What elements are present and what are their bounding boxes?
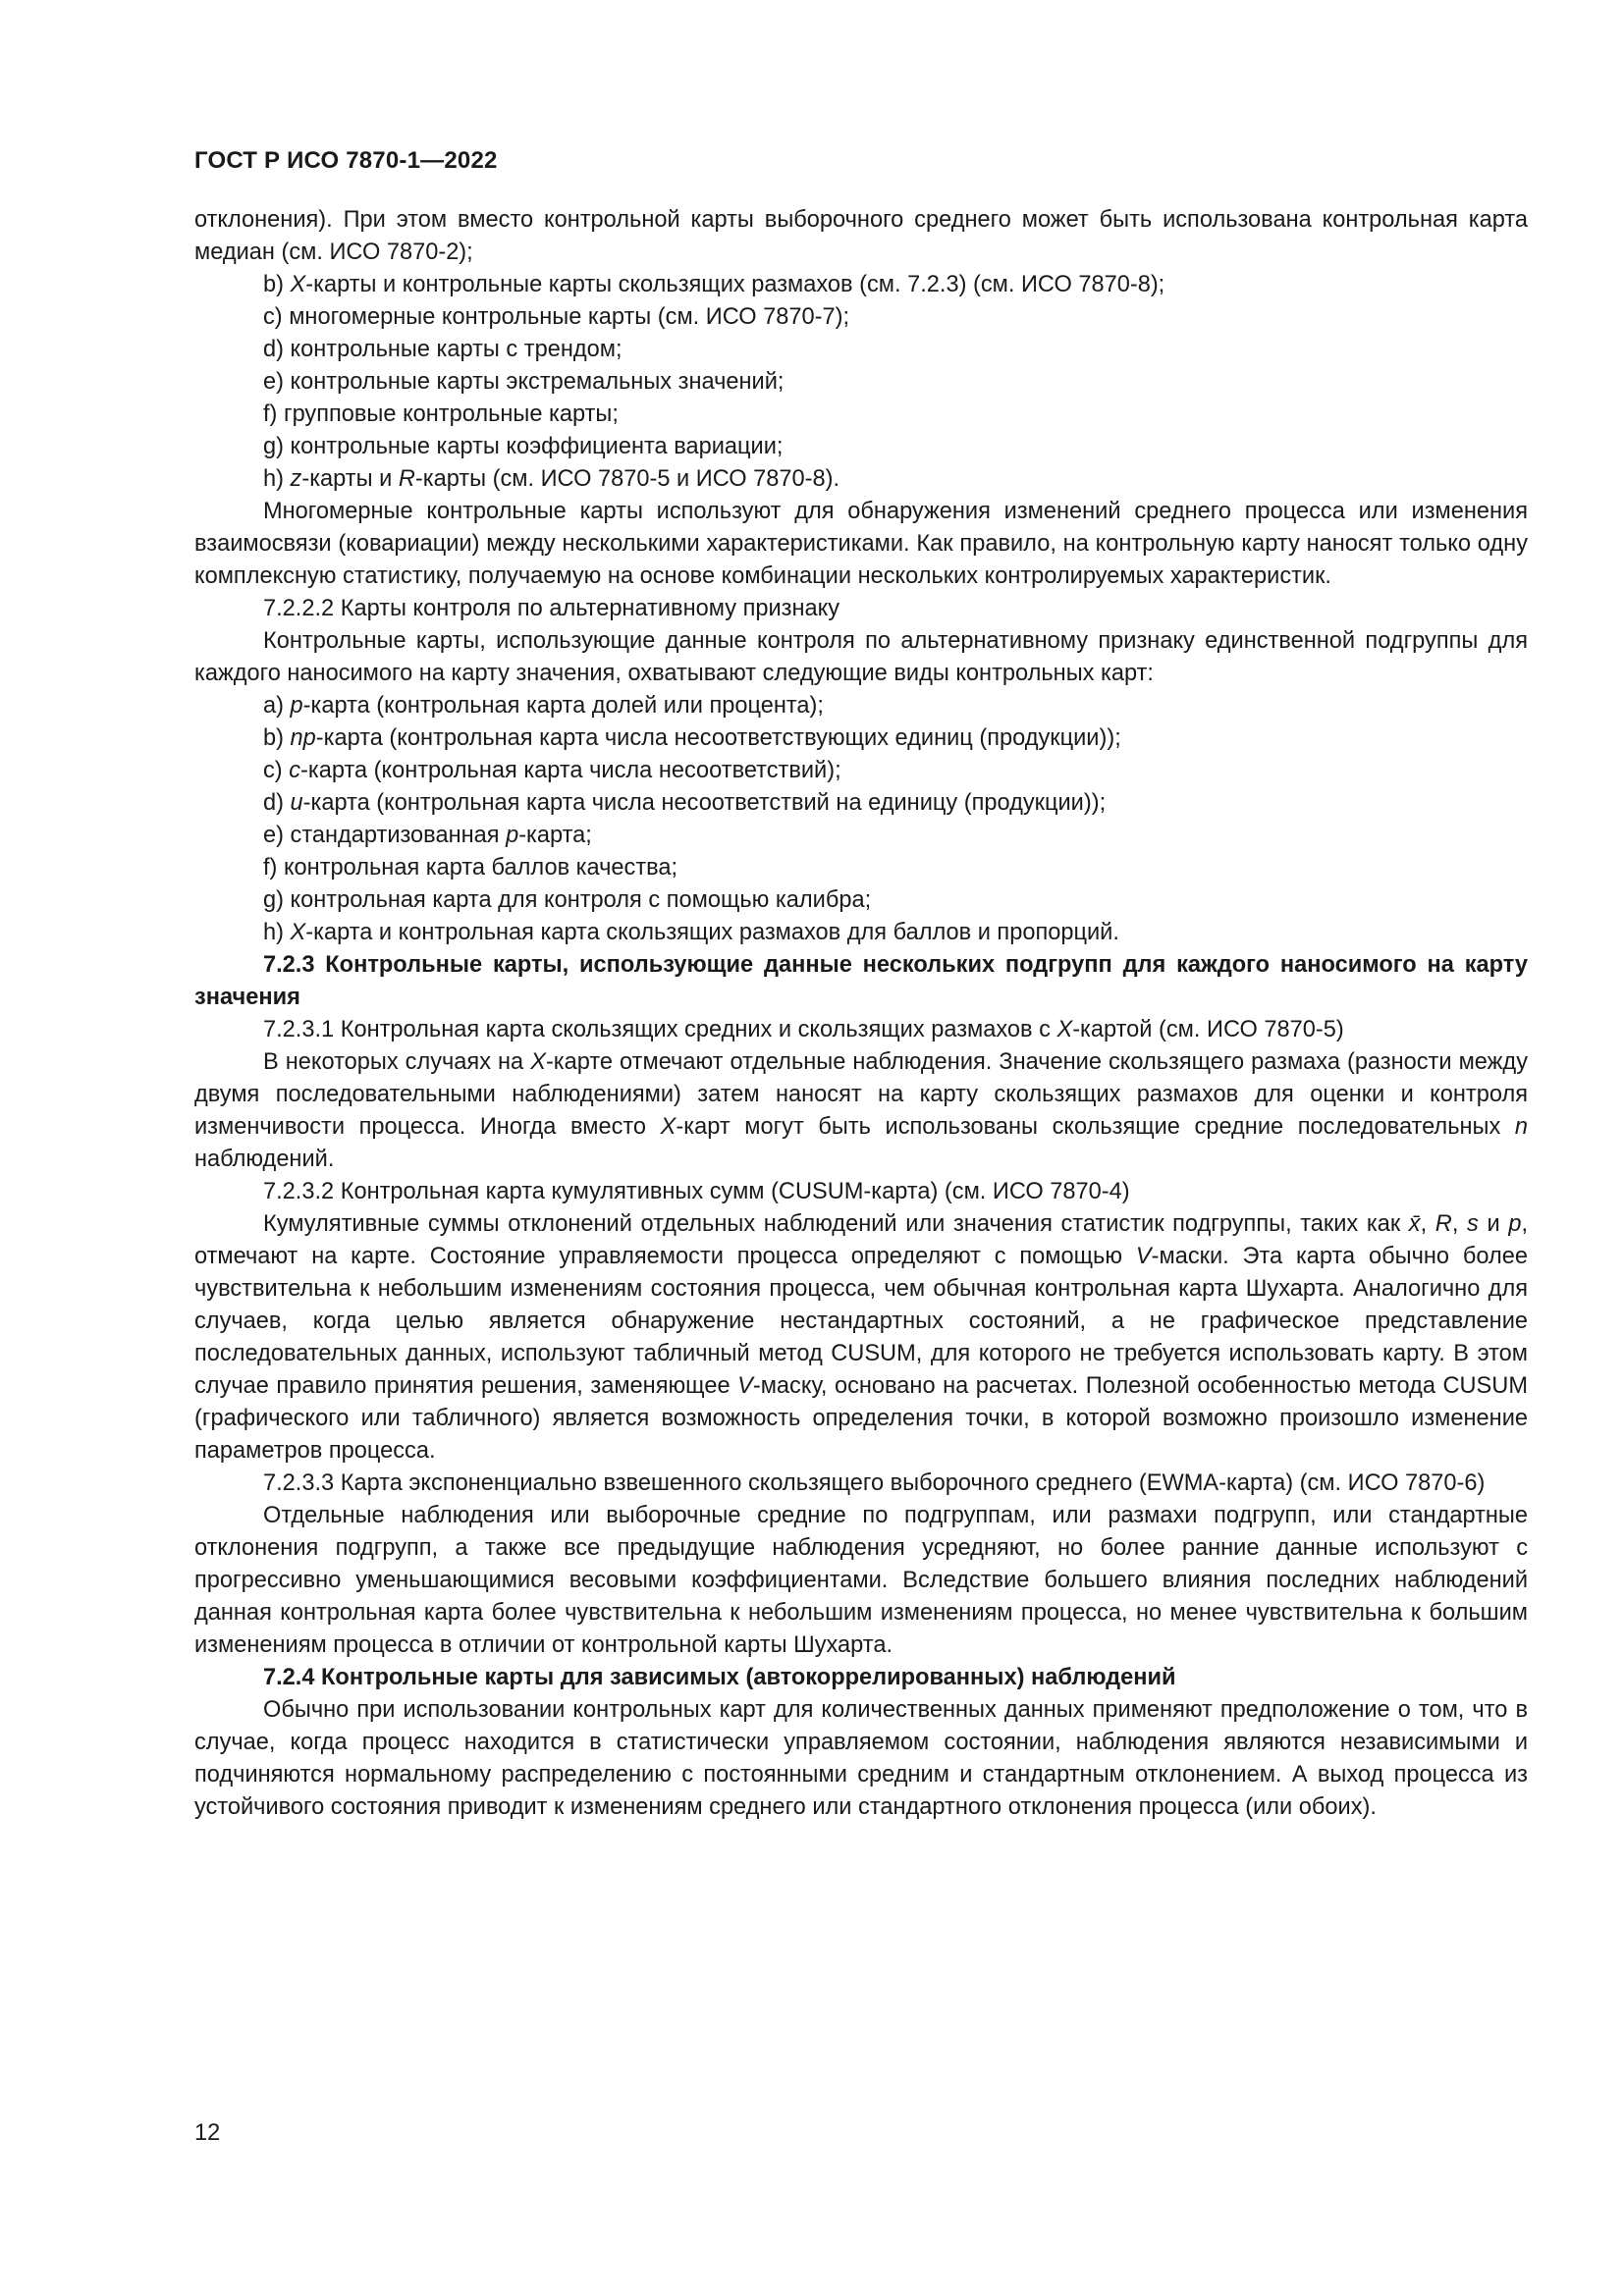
paragraph: Кумулятивные суммы отклонений отдельных наблюдений или значения статистик подгруппы, таких как x̄, R, s и p, отмечают на карте. Состояние управляемости процесса определяют с помощью V-маски. Эта карта обычно более чувствительна к небольшим изменениям состояния процесса, чем обычная контрольная карта Шухарта. Аналогично для случаев, когда целью является обнаружение нестандартных состояний, а не графическое представление последовательных данных, используют табличный метод CUSUM, для которого не требуется использовать карту. В этом случае правило принятия решения, заменяющее V-маску, основано на расчетах. Полезной особенностью метода CUSUM (графического или табличного) является возможность определения точки, в которой возможно произошло изменение параметров процесса.: [194, 1211, 1528, 1464]
document-body: [194, 204, 1528, 1824]
list-item: c) многомерные контрольные карты (см. ИСО 7870-7);: [263, 304, 850, 330]
section-heading: 7.2.4 Контрольные карты для зависимых (автокоррелированных) наблюдений: [263, 1665, 1176, 1690]
list-item: h) z-карты и R-карты (см. ИСО 7870-5 и ИСО 7870-8).: [263, 466, 840, 492]
page-number: 12: [194, 2120, 221, 2146]
document-page: [194, 147, 1528, 1824]
section-heading: 7.2.3 Контрольные карты, использующие данные нескольких подгрупп для каждого наносимого на карту значения: [194, 952, 1528, 1010]
paragraph: Многомерные контрольные карты используют для обнаружения изменений среднего процесса или изменения взаимосвязи (ковариации) между несколькими характеристиками. Как правило, на контрольную карту наносят только одну комплексную статистику, получаемую на основе комбинации нескольких контролируемых характеристик.: [194, 499, 1528, 589]
list-item: d) u-карта (контрольная карта числа несоответствий на единицу (продукции));: [263, 790, 1107, 816]
list-item: g) контрольные карты коэффициента вариации;: [263, 434, 784, 459]
subsection-heading: 7.2.2.2 Карты контроля по альтернативному признаку: [263, 596, 840, 621]
paragraph: Контрольные карты, использующие данные контроля по альтернативному признаку единственной подгруппы для каждого наносимого на карту значения, охватывают следующие виды контрольных карт:: [194, 628, 1528, 686]
list-item: f) контрольная карта баллов качества;: [263, 855, 678, 881]
list-item: h) X-карта и контрольная карта скользящих размахов для баллов и пропорций.: [263, 920, 1119, 945]
list-item: a) p-карта (контрольная карта долей или процента);: [263, 693, 824, 719]
subsection-heading: 7.2.3.2 Контрольная карта кумулятивных сумм (CUSUM-карта) (см. ИСО 7870-4): [263, 1179, 1130, 1204]
list-item: e) контрольные карты экстремальных значений;: [263, 369, 785, 395]
list-item: b) X-карты и контрольные карты скользящих размахов (см. 7.2.3) (см. ИСО 7870-8);: [263, 272, 1165, 297]
subsection-heading: 7.2.3.1 Контрольная карта скользящих средних и скользящих размахов с X-картой (см. ИСО 7870-5): [263, 1017, 1344, 1042]
paragraph: В некоторых случаях на X-карте отмечают отдельные наблюдения. Значение скользящего размаха (разности между двумя последовательными наблюдениями) затем наносят на карту скользящих размахов для оценки и контроля изменчивости процесса. Иногда вместо X-карт могут быть использованы скользящие средние последовательных n наблюдений.: [194, 1049, 1528, 1172]
list-item: g) контрольная карта для контроля с помощью калибра;: [263, 887, 872, 913]
document-header: ГОСТ Р ИСО 7870-1—2022: [194, 147, 498, 174]
list-item: b) np-карта (контрольная карта числа несоответствующих единиц (продукции));: [263, 725, 1121, 751]
subsection-heading: 7.2.3.3 Карта экспоненциально взвешенного скользящего выборочного среднего (EWMA-карта) (см. ИСО 7870-6): [263, 1470, 1486, 1496]
paragraph: Обычно при использовании контрольных карт для количественных данных применяют предположение о том, что в случае, когда процесс находится в статистически управляемом состоянии, наблюдения являются независимыми и подчиняются нормальному распределению с постоянными средним и стандартным отклонением. А выход процесса из устойчивого состояния приводит к изменениям среднего или стандартного отклонения процесса (или обоих).: [194, 1697, 1528, 1820]
list-item: d) контрольные карты с трендом;: [263, 337, 623, 362]
paragraph: отклонения). При этом вместо контрольной карты выборочного среднего может быть использована контрольная карта медиан (см. ИСО 7870-2);: [194, 207, 1528, 265]
paragraph: Отдельные наблюдения или выборочные средние по подгруппам, или размахи подгрупп, или стандартные отклонения подгрупп, а также все предыдущие наблюдения усредняют, но более ранние данные используют с прогрессивно уменьшающимися весовыми коэффициентами. Вследствие большего влияния последних наблюдений данная контрольная карта более чувствительна к небольшим изменениям процесса, но менее чувствительна к большим изменениям процесса в отличии от контрольной карты Шухарта.: [194, 1503, 1528, 1658]
list-item: c) c-карта (контрольная карта числа несоответствий);: [263, 758, 841, 783]
list-item: f) групповые контрольные карты;: [263, 401, 619, 427]
list-item: e) стандартизованная p-карта;: [263, 823, 592, 848]
